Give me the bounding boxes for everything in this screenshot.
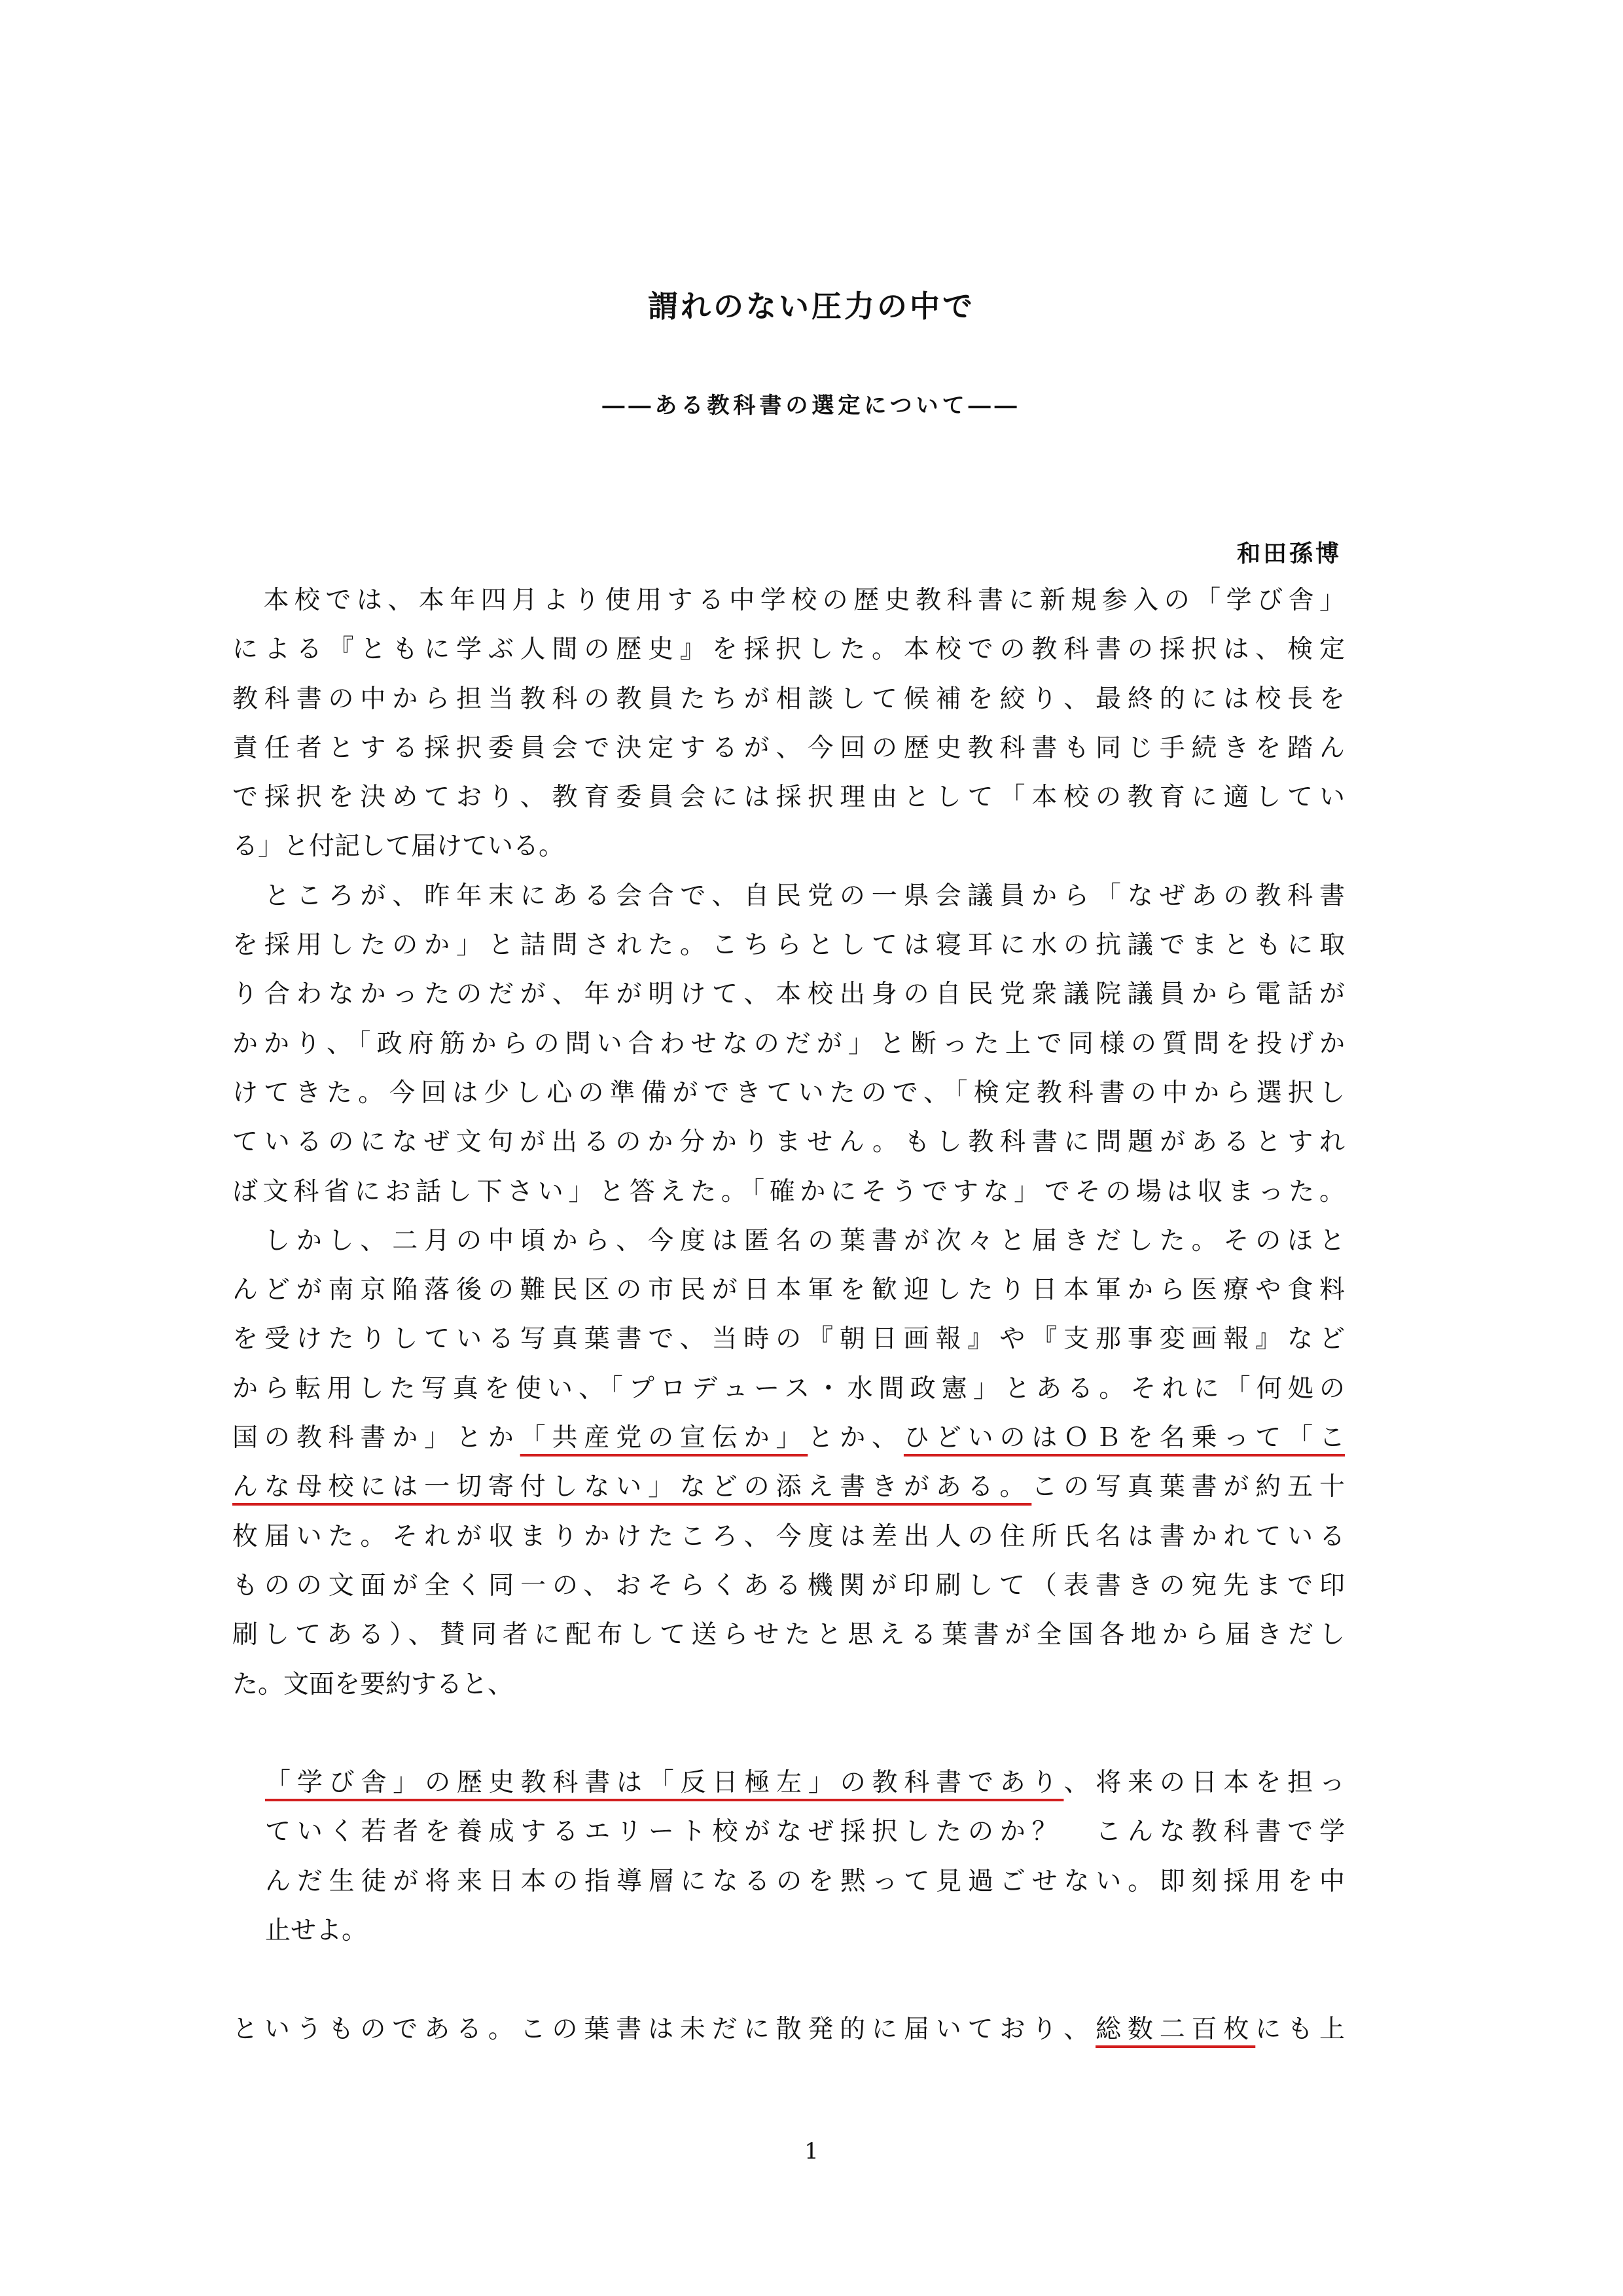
document-title: 謂れのない圧力の中で: [648, 289, 975, 324]
text-line: [232, 1462, 1345, 1511]
text-line: 責任者とする採択委員会で決定するが、今回の歴史教科書も同じ手続きを踏ん: [232, 733, 1345, 763]
text-line: [232, 1758, 1345, 1807]
text-line: ものの文面が全く同一の、おそらくある機関が印刷して（表書きの宛先まで印: [232, 1570, 1345, 1600]
spacer: [232, 1709, 1345, 1758]
text-segment: にも上: [1255, 2014, 1345, 2044]
text-line: んどが南京陥落後の難民区の市民が日本軍を歓迎したり日本軍から医療や食料: [232, 1275, 1345, 1305]
text-line: 止せよ。: [265, 1916, 368, 1946]
paragraph-1: [232, 576, 1345, 872]
text-line: 本校では、本年四月より使用する中学校の歴史教科書に新規参入の「学び舎」: [232, 586, 1345, 615]
text-segment: 、将来の日本を担っ: [1063, 1768, 1345, 1798]
text-line: による『ともに学ぶ人間の歴史』を採択した。本校での教科書の採択は、検定: [232, 635, 1345, 665]
text-line: から転用した写真を使い、「プロデュース・水間政憲」とある。それに「何処の: [232, 1373, 1345, 1404]
paragraph-3: [232, 1216, 1345, 1709]
text-segment: この写真葉書が約五十: [1031, 1472, 1345, 1502]
text-line: 刷してある）、賛同者に配布して送らせたと思える葉書が全国各地から届きだし: [232, 1620, 1345, 1650]
document-subtitle: ――ある教科書の選定について――: [602, 393, 1021, 419]
spacer: [232, 1955, 1345, 2004]
underlined-phrase: 「共産党の宣伝か」: [520, 1423, 808, 1453]
page-number: 1: [804, 2138, 819, 2164]
text-segment: 国の教科書か」とか: [232, 1423, 520, 1453]
author-name: 和田孫博: [1236, 540, 1342, 567]
text-line: ところが、昨年末にある会合で、自民党の一県会議員から「なぜあの教科書: [232, 881, 1345, 911]
text-line: を受けたりしている写真葉書で、当時の『朝日画報』や『支那事変画報』など: [232, 1324, 1345, 1354]
text-line: 教科書の中から担当教科の教員たちが相談して候補を絞り、最終的には校長を: [232, 684, 1345, 714]
closing-paragraph: [232, 2005, 1345, 2054]
text-segment: というものである。この葉書は未だに散発的に届いており、: [232, 2014, 1096, 2044]
text-line: [232, 1413, 1345, 1462]
text-line: ていく若者を養成するエリート校がなぜ採択したのか？ こんな教科書で学: [265, 1817, 1345, 1847]
text-line: る」と付記して届けている。: [232, 832, 565, 862]
text-line: ば文科省にお話し下さい」と答えた。「確かにそうですな」でその場は収まった。: [232, 1176, 1345, 1207]
underlined-phrase: 「学び舎」の歴史教科書は「反日極左」の教科書であり: [265, 1768, 1064, 1798]
underlined-phrase: ひどいのはＯＢを名乗って「こ: [903, 1423, 1345, 1453]
underlined-phrase: 総数二百枚: [1096, 2014, 1256, 2044]
text-line: を採用したのか」と詰問された。こちらとしては寝耳に水の抗議でまともに取: [232, 930, 1345, 961]
body-text: [232, 576, 1345, 2054]
text-segment: とか、: [808, 1423, 904, 1453]
text-line: り合わなかったのだが、年が明けて、本校出身の自民党衆議院議員から電話が: [232, 980, 1345, 1010]
text-line: ているのになぜ文句が出るのか分かりません。もし教科書に問題があるとすれ: [232, 1127, 1345, 1157]
text-line: かかり、「政府筋からの問い合わせなのだが」と断った上で同様の質問を投げか: [232, 1029, 1345, 1059]
text-line: 枚届いた。それが収まりかけたころ、今度は差出人の住所氏名は書かれている: [232, 1521, 1345, 1551]
quoted-postcard-text: [232, 1758, 1345, 1955]
text-line: [232, 2005, 1345, 2054]
paragraph-2: [232, 872, 1345, 1216]
text-line: で採択を決めており、教育委員会には採択理由として「本校の教育に適してい: [232, 783, 1345, 813]
text-line: た。文面を要約すると、: [232, 1669, 514, 1699]
text-line: けてきた。今回は少し心の準備ができていたので、「検定教科書の中から選択し: [232, 1078, 1345, 1108]
text-line: しかし、二月の中頃から、今度は匿名の葉書が次々と届きだした。そのほと: [232, 1226, 1345, 1256]
underlined-phrase: んな母校には一切寄付しない」などの添え書きがある。: [232, 1472, 1032, 1502]
text-line: んだ生徒が将来日本の指導層になるのを黙って見過ごせない。即刻採用を中: [265, 1866, 1345, 1896]
